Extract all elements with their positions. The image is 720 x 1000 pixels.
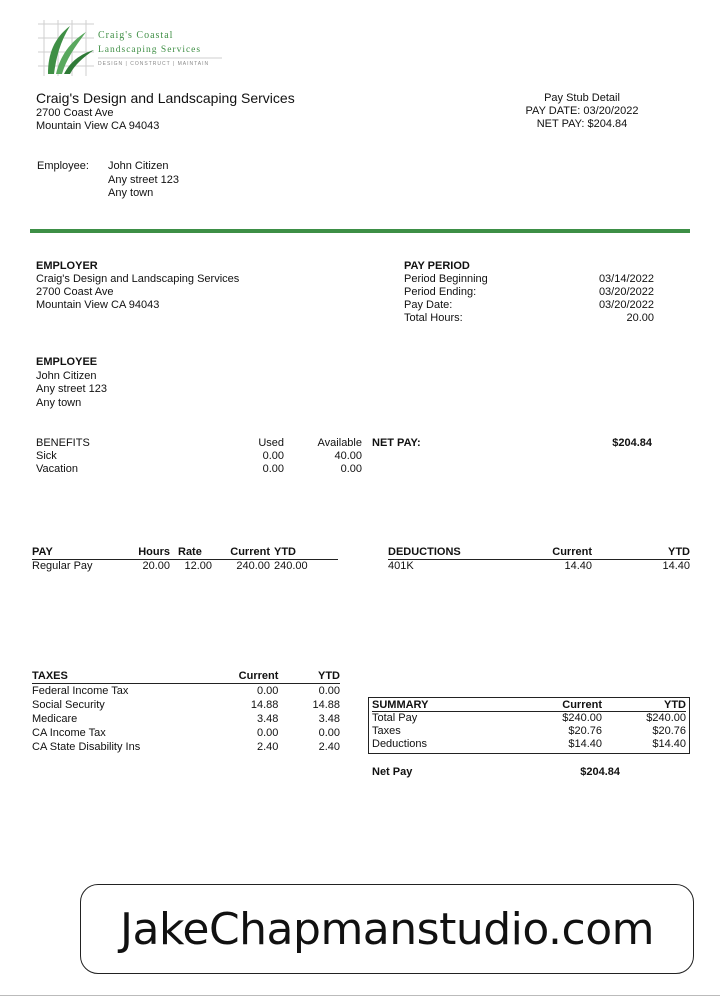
employer-name: Craig's Design and Landscaping Services [36,273,240,285]
summary-table [372,699,686,751]
summary-current: $20.76 [568,725,602,737]
stub-net-pay: NET PAY: $204.84 [536,118,628,130]
taxes-table [32,670,340,754]
pay-period-section [404,260,654,325]
summary-ytd: $240.00 [646,712,686,724]
taxes-heading: TAXES [32,670,221,684]
address-line2: Mountain View CA 94043 [36,120,160,132]
deduction-current: 14.40 [564,560,592,572]
stub-summary [500,92,664,131]
pay-period-label: Period Ending: [404,286,477,298]
tax-name: Federal Income Tax [32,685,129,697]
benefits-table [36,437,362,476]
benefit-available: 40.00 [334,450,362,462]
employer-address-line2: Mountain View CA 94043 [36,299,160,311]
deductions-section [388,546,690,573]
summary-header-row [372,699,686,712]
logo-tagline: DESIGN | CONSTRUCT | MAINTAIN [98,61,210,67]
table-row [372,738,686,751]
pay-ytd: 240.00 [274,560,308,572]
tax-ytd: 3.48 [318,713,340,725]
taxes-col-ytd: YTD [278,670,340,684]
pay-table [32,546,338,573]
summary-item: Taxes [372,725,401,737]
page-bottom-border [0,995,720,996]
benefit-name: Sick [36,450,57,462]
employee-town: Any town [108,187,154,199]
pay-period-value: 20.00 [626,312,654,324]
summary-current: $240.00 [562,712,602,724]
benefits-heading: BENEFITS [36,437,90,449]
table-row [372,712,686,726]
taxes-header-row [32,670,340,684]
final-net-pay-value: $204.84 [580,766,620,778]
employee-section [36,356,107,410]
tax-name: Social Security [32,699,105,711]
net-pay-label: NET PAY: [372,437,421,449]
pay-period-row [404,299,654,312]
benefit-used: 0.00 [262,450,284,462]
pay-period-row [404,273,654,286]
employee-header-block [108,160,179,201]
employee-street: Any street 123 [36,383,107,395]
pay-type: Regular Pay [32,560,93,572]
pay-col-ytd: YTD [270,546,338,560]
pay-period-row [404,286,654,299]
employee-name: John Citizen [108,160,169,172]
table-row [32,684,340,699]
pay-heading: PAY [32,546,128,560]
table-row [372,725,686,738]
tax-current: 14.88 [250,699,279,711]
employee-street: Any street 123 [108,173,179,186]
pay-period-label: Period Beginning [404,273,488,285]
benefit-available: 0.00 [340,463,362,475]
deductions-table [388,546,690,573]
tax-current: 3.48 [256,713,279,725]
summary-item: Total Pay [372,712,418,724]
tax-name: CA Income Tax [32,727,106,739]
summary-ytd: $20.76 [652,725,686,737]
benefit-name: Vacation [36,463,78,475]
summary-current: $14.40 [568,738,602,750]
table-row [36,463,362,476]
taxes-col-current: Current [221,670,278,684]
pay-period-label: Total Hours: [404,312,463,324]
tax-name: Medicare [32,713,78,725]
pay-period-value: 03/14/2022 [598,273,654,285]
summary-col-ytd: YTD [602,699,686,712]
employee-heading: EMPLOYEE [36,356,98,368]
net-pay-value: $204.84 [612,437,652,449]
stub-title: Pay Stub Detail [544,92,620,104]
final-net-pay-label: Net Pay [372,766,413,778]
summary-ytd: $14.40 [652,738,686,750]
pay-period-value: 03/20/2022 [598,299,654,311]
tax-ytd: 14.88 [312,699,340,711]
benefits-header-row [36,437,362,450]
pay-col-rate: Rate [170,546,212,560]
pay-period-heading: PAY PERIOD [404,260,470,272]
pay-hours: 20.00 [142,560,170,572]
table-row [32,712,340,726]
tax-current: 0.00 [256,727,279,739]
tax-ytd: 0.00 [318,727,340,739]
benefits-col-used: Used [258,437,284,449]
employee-label: Employee: [37,160,89,172]
pay-period-value: 03/20/2022 [598,286,654,298]
pay-col-current: Current [212,546,270,560]
pay-col-hours: Hours [128,546,170,560]
employer-section [36,260,239,312]
deductions-heading: DEDUCTIONS [388,546,528,560]
deductions-col-ytd: YTD [592,546,690,560]
deduction-name: 401K [388,560,414,572]
benefits-section [36,437,362,476]
table-row [36,450,362,463]
benefits-col-available: Available [317,437,362,449]
logo-line2: Landscaping Services [98,45,202,55]
employee-name: John Citizen [36,369,97,382]
table-row [32,740,340,754]
company-name: Craig's Design and Landscaping Services [36,90,295,106]
deductions-col-current: Current [528,546,592,560]
summary-box [368,697,690,754]
table-row [32,560,338,574]
pay-header-row [32,546,338,560]
deductions-header-row [388,546,690,560]
tax-ytd: 0.00 [318,685,340,697]
stub-pay-date: PAY DATE: 03/20/2022 [525,105,639,117]
summary-heading: SUMMARY [372,699,522,712]
taxes-section [32,670,340,754]
pay-current: 240.00 [236,560,270,572]
company-address [36,107,159,133]
employer-address-line1: 2700 Coast Ave [36,286,114,298]
watermark-text: JakeChapmanstudio.com [120,903,654,955]
company-logo [34,18,224,80]
pay-section [32,546,338,573]
table-row [32,726,340,740]
employee-town: Any town [36,396,82,409]
pay-period-label: Pay Date: [404,299,453,311]
benefit-used: 0.00 [262,463,284,475]
pay-period-row [404,312,654,325]
pay-rate: 12.00 [184,560,212,572]
summary-item: Deductions [372,738,428,750]
address-line1: 2700 Coast Ave [36,107,114,119]
tax-current: 0.00 [256,685,279,697]
logo-line1: Craig's Coastal [98,30,174,41]
table-row [388,560,690,574]
deduction-ytd: 14.40 [662,560,690,572]
watermark-box [80,884,694,974]
section-divider [30,229,690,233]
tax-current: 2.40 [256,741,279,753]
tax-ytd: 2.40 [318,741,340,753]
summary-col-current: Current [522,699,602,712]
tax-name: CA State Disability Ins [32,741,141,753]
employer-heading: EMPLOYER [36,260,98,272]
table-row [32,698,340,712]
